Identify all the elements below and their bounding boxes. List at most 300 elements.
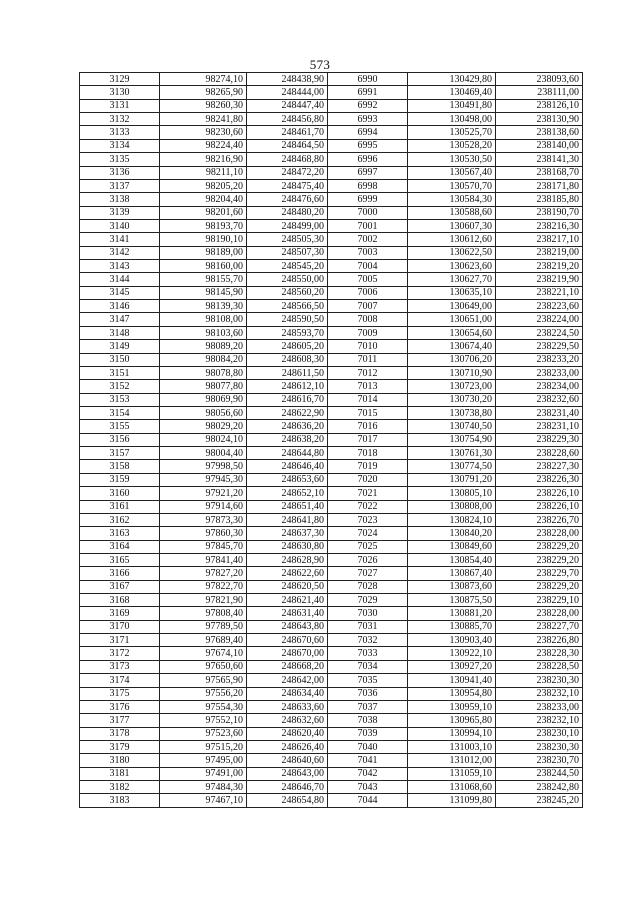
- table-row: [80, 687, 583, 700]
- x-coordinate-cell: 130954,80: [408, 687, 496, 700]
- point-number-cell: 3134: [80, 139, 160, 152]
- point-number-cell: 7030: [328, 607, 408, 620]
- point-number-cell: 7000: [328, 206, 408, 219]
- x-coordinate-cell: 130530,50: [408, 153, 496, 166]
- table-row: [80, 447, 583, 460]
- x-coordinate-cell: 97860,30: [160, 527, 247, 540]
- point-number-cell: 7035: [328, 674, 408, 687]
- y-coordinate-cell: 238185,80: [496, 193, 583, 206]
- x-coordinate-cell: 98211,10: [160, 166, 247, 179]
- x-coordinate-cell: 130498,00: [408, 113, 496, 126]
- table-row: [80, 754, 583, 767]
- point-number-cell: 7007: [328, 300, 408, 313]
- y-coordinate-cell: 238217,10: [496, 233, 583, 246]
- point-number-cell: 6995: [328, 139, 408, 152]
- point-number-cell: 3135: [80, 153, 160, 166]
- point-number-cell: 3177: [80, 714, 160, 727]
- x-coordinate-cell: 97841,40: [160, 553, 247, 566]
- point-number-cell: 3130: [80, 86, 160, 99]
- table-row: [80, 300, 583, 313]
- y-coordinate-cell: 238126,10: [496, 99, 583, 112]
- point-number-cell: 7043: [328, 781, 408, 794]
- x-coordinate-cell: 98145,90: [160, 286, 247, 299]
- y-coordinate-cell: 248670,00: [247, 647, 328, 660]
- point-number-cell: 7001: [328, 219, 408, 232]
- table-row: [80, 340, 583, 353]
- table-row: [80, 473, 583, 486]
- point-number-cell: 3148: [80, 326, 160, 339]
- y-coordinate-cell: 248499,00: [247, 219, 328, 232]
- y-coordinate-cell: 238229,20: [496, 553, 583, 566]
- table-row: [80, 326, 583, 339]
- y-coordinate-cell: 248638,20: [247, 433, 328, 446]
- x-coordinate-cell: 130723,00: [408, 380, 496, 393]
- y-coordinate-cell: 248438,90: [247, 73, 328, 86]
- point-number-cell: 7008: [328, 313, 408, 326]
- table-row: [80, 620, 583, 633]
- point-number-cell: 7036: [328, 687, 408, 700]
- point-number-cell: 3133: [80, 126, 160, 139]
- y-coordinate-cell: 248611,50: [247, 366, 328, 379]
- point-number-cell: 7040: [328, 740, 408, 753]
- x-coordinate-cell: 97914,60: [160, 500, 247, 513]
- table-row: [80, 433, 583, 446]
- y-coordinate-cell: 238230,30: [496, 740, 583, 753]
- y-coordinate-cell: 238229,50: [496, 340, 583, 353]
- table-row: [80, 700, 583, 713]
- table-row: [80, 260, 583, 273]
- y-coordinate-cell: 248646,70: [247, 781, 328, 794]
- y-coordinate-cell: 238219,00: [496, 246, 583, 259]
- x-coordinate-cell: 130730,20: [408, 393, 496, 406]
- point-number-cell: 3156: [80, 433, 160, 446]
- point-number-cell: 3145: [80, 286, 160, 299]
- point-number-cell: 7044: [328, 794, 408, 807]
- y-coordinate-cell: 248668,20: [247, 660, 328, 673]
- y-coordinate-cell: 248560,20: [247, 286, 328, 299]
- y-coordinate-cell: 248670,60: [247, 634, 328, 647]
- y-coordinate-cell: 238226,10: [496, 500, 583, 513]
- y-coordinate-cell: 238244,50: [496, 767, 583, 780]
- table-row: [80, 553, 583, 566]
- table-body: [80, 73, 583, 808]
- point-number-cell: 3146: [80, 300, 160, 313]
- x-coordinate-cell: 130469,40: [408, 86, 496, 99]
- x-coordinate-cell: 98077,80: [160, 380, 247, 393]
- x-coordinate-cell: 130623,60: [408, 260, 496, 273]
- y-coordinate-cell: 238232,60: [496, 393, 583, 406]
- point-number-cell: 3143: [80, 260, 160, 273]
- x-coordinate-cell: 98069,90: [160, 393, 247, 406]
- x-coordinate-cell: 130867,40: [408, 567, 496, 580]
- y-coordinate-cell: 248654,80: [247, 794, 328, 807]
- x-coordinate-cell: 131059,10: [408, 767, 496, 780]
- point-number-cell: 7029: [328, 594, 408, 607]
- point-number-cell: 7016: [328, 420, 408, 433]
- point-number-cell: 7002: [328, 233, 408, 246]
- y-coordinate-cell: 238229,70: [496, 567, 583, 580]
- y-coordinate-cell: 238230,10: [496, 727, 583, 740]
- y-coordinate-cell: 238233,20: [496, 353, 583, 366]
- point-number-cell: 3152: [80, 380, 160, 393]
- point-number-cell: 7019: [328, 460, 408, 473]
- point-number-cell: 6998: [328, 179, 408, 192]
- y-coordinate-cell: 238226,30: [496, 473, 583, 486]
- point-number-cell: 3159: [80, 473, 160, 486]
- x-coordinate-cell: 98274,10: [160, 73, 247, 86]
- y-coordinate-cell: 248621,40: [247, 594, 328, 607]
- x-coordinate-cell: 98265,90: [160, 86, 247, 99]
- table-row: [80, 500, 583, 513]
- point-number-cell: 6996: [328, 153, 408, 166]
- y-coordinate-cell: 238232,10: [496, 714, 583, 727]
- x-coordinate-cell: 130941,40: [408, 674, 496, 687]
- y-coordinate-cell: 238228,50: [496, 660, 583, 673]
- table-row: [80, 487, 583, 500]
- x-coordinate-cell: 130622,50: [408, 246, 496, 259]
- x-coordinate-cell: 130881,20: [408, 607, 496, 620]
- coordinates-table: [79, 72, 583, 808]
- y-coordinate-cell: 248646,40: [247, 460, 328, 473]
- point-number-cell: 7013: [328, 380, 408, 393]
- y-coordinate-cell: 248622,90: [247, 406, 328, 419]
- table-row: [80, 179, 583, 192]
- table-row: [80, 126, 583, 139]
- table-row: [80, 607, 583, 620]
- point-number-cell: 3172: [80, 647, 160, 660]
- y-coordinate-cell: 238232,10: [496, 687, 583, 700]
- point-number-cell: 7015: [328, 406, 408, 419]
- y-coordinate-cell: 238219,20: [496, 260, 583, 273]
- point-number-cell: 3157: [80, 447, 160, 460]
- x-coordinate-cell: 98139,30: [160, 300, 247, 313]
- point-number-cell: 3183: [80, 794, 160, 807]
- table-row: [80, 460, 583, 473]
- y-coordinate-cell: 238226,80: [496, 634, 583, 647]
- point-number-cell: 3149: [80, 340, 160, 353]
- y-coordinate-cell: 248652,10: [247, 487, 328, 500]
- x-coordinate-cell: 130824,10: [408, 513, 496, 526]
- point-number-cell: 7039: [328, 727, 408, 740]
- point-number-cell: 3162: [80, 513, 160, 526]
- x-coordinate-cell: 131012,00: [408, 754, 496, 767]
- point-number-cell: 3173: [80, 660, 160, 673]
- point-number-cell: 7027: [328, 567, 408, 580]
- point-number-cell: 3139: [80, 206, 160, 219]
- x-coordinate-cell: 130965,80: [408, 714, 496, 727]
- point-number-cell: 7022: [328, 500, 408, 513]
- point-number-cell: 3158: [80, 460, 160, 473]
- point-number-cell: 3178: [80, 727, 160, 740]
- y-coordinate-cell: 248637,30: [247, 527, 328, 540]
- y-coordinate-cell: 238230,30: [496, 674, 583, 687]
- point-number-cell: 3154: [80, 406, 160, 419]
- point-number-cell: 7012: [328, 366, 408, 379]
- x-coordinate-cell: 130612,60: [408, 233, 496, 246]
- y-coordinate-cell: 248641,80: [247, 513, 328, 526]
- table-row: [80, 594, 583, 607]
- x-coordinate-cell: 98160,00: [160, 260, 247, 273]
- x-coordinate-cell: 130922,10: [408, 647, 496, 660]
- x-coordinate-cell: 98084,20: [160, 353, 247, 366]
- page-number: 573: [309, 57, 331, 72]
- y-coordinate-cell: 238230,70: [496, 754, 583, 767]
- y-coordinate-cell: 238138,60: [496, 126, 583, 139]
- table-row: [80, 714, 583, 727]
- x-coordinate-cell: 130570,70: [408, 179, 496, 192]
- x-coordinate-cell: 130840,20: [408, 527, 496, 540]
- point-number-cell: 7005: [328, 273, 408, 286]
- x-coordinate-cell: 98155,70: [160, 273, 247, 286]
- x-coordinate-cell: 130567,40: [408, 166, 496, 179]
- point-number-cell: 3137: [80, 179, 160, 192]
- table-row: [80, 193, 583, 206]
- x-coordinate-cell: 130627,70: [408, 273, 496, 286]
- y-coordinate-cell: 238229,30: [496, 433, 583, 446]
- table-row: [80, 420, 583, 433]
- x-coordinate-cell: 130651,00: [408, 313, 496, 326]
- x-coordinate-cell: 98056,60: [160, 406, 247, 419]
- x-coordinate-cell: 98224,40: [160, 139, 247, 152]
- table-row: [80, 219, 583, 232]
- y-coordinate-cell: 248634,40: [247, 687, 328, 700]
- table-row: [80, 740, 583, 753]
- x-coordinate-cell: 98108,00: [160, 313, 247, 326]
- table-row: [80, 527, 583, 540]
- point-number-cell: 3169: [80, 607, 160, 620]
- y-coordinate-cell: 238228,00: [496, 527, 583, 540]
- table-row: [80, 794, 583, 807]
- x-coordinate-cell: 98190,10: [160, 233, 247, 246]
- y-coordinate-cell: 238224,00: [496, 313, 583, 326]
- x-coordinate-cell: 130774,50: [408, 460, 496, 473]
- x-coordinate-cell: 130588,60: [408, 206, 496, 219]
- y-coordinate-cell: 248628,90: [247, 553, 328, 566]
- point-number-cell: 3166: [80, 567, 160, 580]
- x-coordinate-cell: 97945,30: [160, 473, 247, 486]
- x-coordinate-cell: 131003,10: [408, 740, 496, 753]
- y-coordinate-cell: 238242,80: [496, 781, 583, 794]
- x-coordinate-cell: 97650,60: [160, 660, 247, 673]
- point-number-cell: 6997: [328, 166, 408, 179]
- x-coordinate-cell: 130994,10: [408, 727, 496, 740]
- point-number-cell: 3151: [80, 366, 160, 379]
- x-coordinate-cell: 98205,20: [160, 179, 247, 192]
- point-number-cell: 3165: [80, 553, 160, 566]
- y-coordinate-cell: 248476,60: [247, 193, 328, 206]
- y-coordinate-cell: 248447,40: [247, 99, 328, 112]
- point-number-cell: 3161: [80, 500, 160, 513]
- point-number-cell: 7017: [328, 433, 408, 446]
- point-number-cell: 3170: [80, 620, 160, 633]
- y-coordinate-cell: 248475,40: [247, 179, 328, 192]
- x-coordinate-cell: 130429,80: [408, 73, 496, 86]
- x-coordinate-cell: 98189,00: [160, 246, 247, 259]
- y-coordinate-cell: 238233,00: [496, 700, 583, 713]
- point-number-cell: 7010: [328, 340, 408, 353]
- x-coordinate-cell: 97552,10: [160, 714, 247, 727]
- point-number-cell: 3182: [80, 781, 160, 794]
- y-coordinate-cell: 248612,10: [247, 380, 328, 393]
- point-number-cell: 7041: [328, 754, 408, 767]
- y-coordinate-cell: 248461,70: [247, 126, 328, 139]
- table-row: [80, 99, 583, 112]
- x-coordinate-cell: 130674,40: [408, 340, 496, 353]
- y-coordinate-cell: 238229,20: [496, 580, 583, 593]
- y-coordinate-cell: 238228,60: [496, 447, 583, 460]
- table-row: [80, 246, 583, 259]
- x-coordinate-cell: 130761,30: [408, 447, 496, 460]
- y-coordinate-cell: 238234,00: [496, 380, 583, 393]
- point-number-cell: 3136: [80, 166, 160, 179]
- point-number-cell: 3181: [80, 767, 160, 780]
- point-number-cell: 7009: [328, 326, 408, 339]
- table-row: [80, 273, 583, 286]
- y-coordinate-cell: 238227,30: [496, 460, 583, 473]
- y-coordinate-cell: 248643,00: [247, 767, 328, 780]
- y-coordinate-cell: 248480,20: [247, 206, 328, 219]
- x-coordinate-cell: 131099,80: [408, 794, 496, 807]
- y-coordinate-cell: 238219,90: [496, 273, 583, 286]
- table-row: [80, 313, 583, 326]
- table-row: [80, 674, 583, 687]
- y-coordinate-cell: 248626,40: [247, 740, 328, 753]
- table-row: [80, 353, 583, 366]
- x-coordinate-cell: 97565,90: [160, 674, 247, 687]
- y-coordinate-cell: 238111,00: [496, 86, 583, 99]
- table-row: [80, 139, 583, 152]
- point-number-cell: 7038: [328, 714, 408, 727]
- y-coordinate-cell: 238190,70: [496, 206, 583, 219]
- y-coordinate-cell: 248444,00: [247, 86, 328, 99]
- x-coordinate-cell: 98260,30: [160, 99, 247, 112]
- x-coordinate-cell: 97689,40: [160, 634, 247, 647]
- y-coordinate-cell: 248653,60: [247, 473, 328, 486]
- point-number-cell: 3147: [80, 313, 160, 326]
- table-row: [80, 393, 583, 406]
- point-number-cell: 3180: [80, 754, 160, 767]
- point-number-cell: 3164: [80, 540, 160, 553]
- x-coordinate-cell: 130754,90: [408, 433, 496, 446]
- x-coordinate-cell: 97827,20: [160, 567, 247, 580]
- point-number-cell: 7033: [328, 647, 408, 660]
- x-coordinate-cell: 130854,40: [408, 553, 496, 566]
- point-number-cell: 3174: [80, 674, 160, 687]
- y-coordinate-cell: 248468,80: [247, 153, 328, 166]
- point-number-cell: 7003: [328, 246, 408, 259]
- table-row: [80, 380, 583, 393]
- y-coordinate-cell: 238171,80: [496, 179, 583, 192]
- x-coordinate-cell: 98193,70: [160, 219, 247, 232]
- point-number-cell: 7026: [328, 553, 408, 566]
- x-coordinate-cell: 130959,10: [408, 700, 496, 713]
- x-coordinate-cell: 130649,00: [408, 300, 496, 313]
- x-coordinate-cell: 97491,00: [160, 767, 247, 780]
- x-coordinate-cell: 98216,90: [160, 153, 247, 166]
- x-coordinate-cell: 97515,20: [160, 740, 247, 753]
- point-number-cell: 3140: [80, 219, 160, 232]
- table-row: [80, 634, 583, 647]
- x-coordinate-cell: 97523,60: [160, 727, 247, 740]
- x-coordinate-cell: 98078,80: [160, 366, 247, 379]
- point-number-cell: 7032: [328, 634, 408, 647]
- x-coordinate-cell: 130584,30: [408, 193, 496, 206]
- x-coordinate-cell: 130706,20: [408, 353, 496, 366]
- point-number-cell: 6994: [328, 126, 408, 139]
- point-number-cell: 3132: [80, 113, 160, 126]
- table-row: [80, 540, 583, 553]
- y-coordinate-cell: 238140,00: [496, 139, 583, 152]
- y-coordinate-cell: 248622,60: [247, 567, 328, 580]
- point-number-cell: 7006: [328, 286, 408, 299]
- x-coordinate-cell: 131068,60: [408, 781, 496, 794]
- x-coordinate-cell: 98024,10: [160, 433, 247, 446]
- y-coordinate-cell: 248456,80: [247, 113, 328, 126]
- x-coordinate-cell: 130740,50: [408, 420, 496, 433]
- x-coordinate-cell: 97821,90: [160, 594, 247, 607]
- y-coordinate-cell: 238228,00: [496, 607, 583, 620]
- point-number-cell: 7018: [328, 447, 408, 460]
- y-coordinate-cell: 238228,30: [496, 647, 583, 660]
- y-coordinate-cell: 248616,70: [247, 393, 328, 406]
- y-coordinate-cell: 238168,70: [496, 166, 583, 179]
- y-coordinate-cell: 238229,20: [496, 540, 583, 553]
- table-row: [80, 286, 583, 299]
- x-coordinate-cell: 130927,20: [408, 660, 496, 673]
- x-coordinate-cell: 130491,80: [408, 99, 496, 112]
- table-row: [80, 73, 583, 86]
- y-coordinate-cell: 238226,70: [496, 513, 583, 526]
- x-coordinate-cell: 97789,50: [160, 620, 247, 633]
- x-coordinate-cell: 98201,60: [160, 206, 247, 219]
- point-number-cell: 7024: [328, 527, 408, 540]
- y-coordinate-cell: 248642,00: [247, 674, 328, 687]
- table-row: [80, 206, 583, 219]
- table-row: [80, 153, 583, 166]
- y-coordinate-cell: 248620,50: [247, 580, 328, 593]
- point-number-cell: 3141: [80, 233, 160, 246]
- point-number-cell: 3138: [80, 193, 160, 206]
- x-coordinate-cell: 97495,00: [160, 754, 247, 767]
- table-row: [80, 727, 583, 740]
- table-row: [80, 580, 583, 593]
- y-coordinate-cell: 248507,30: [247, 246, 328, 259]
- point-number-cell: 3171: [80, 634, 160, 647]
- point-number-cell: 7031: [328, 620, 408, 633]
- table-row: [80, 366, 583, 379]
- y-coordinate-cell: 238229,10: [496, 594, 583, 607]
- x-coordinate-cell: 130805,10: [408, 487, 496, 500]
- x-coordinate-cell: 130635,10: [408, 286, 496, 299]
- x-coordinate-cell: 97484,30: [160, 781, 247, 794]
- point-number-cell: 3160: [80, 487, 160, 500]
- x-coordinate-cell: 98004,40: [160, 447, 247, 460]
- y-coordinate-cell: 248464,50: [247, 139, 328, 152]
- point-number-cell: 6992: [328, 99, 408, 112]
- table-row: [80, 647, 583, 660]
- y-coordinate-cell: 248631,40: [247, 607, 328, 620]
- point-number-cell: 3176: [80, 700, 160, 713]
- y-coordinate-cell: 248550,00: [247, 273, 328, 286]
- point-number-cell: 3142: [80, 246, 160, 259]
- x-coordinate-cell: 130525,70: [408, 126, 496, 139]
- x-coordinate-cell: 130607,30: [408, 219, 496, 232]
- table-row: [80, 567, 583, 580]
- point-number-cell: 3129: [80, 73, 160, 86]
- table-row: [80, 86, 583, 99]
- x-coordinate-cell: 130738,80: [408, 406, 496, 419]
- y-coordinate-cell: 238130,90: [496, 113, 583, 126]
